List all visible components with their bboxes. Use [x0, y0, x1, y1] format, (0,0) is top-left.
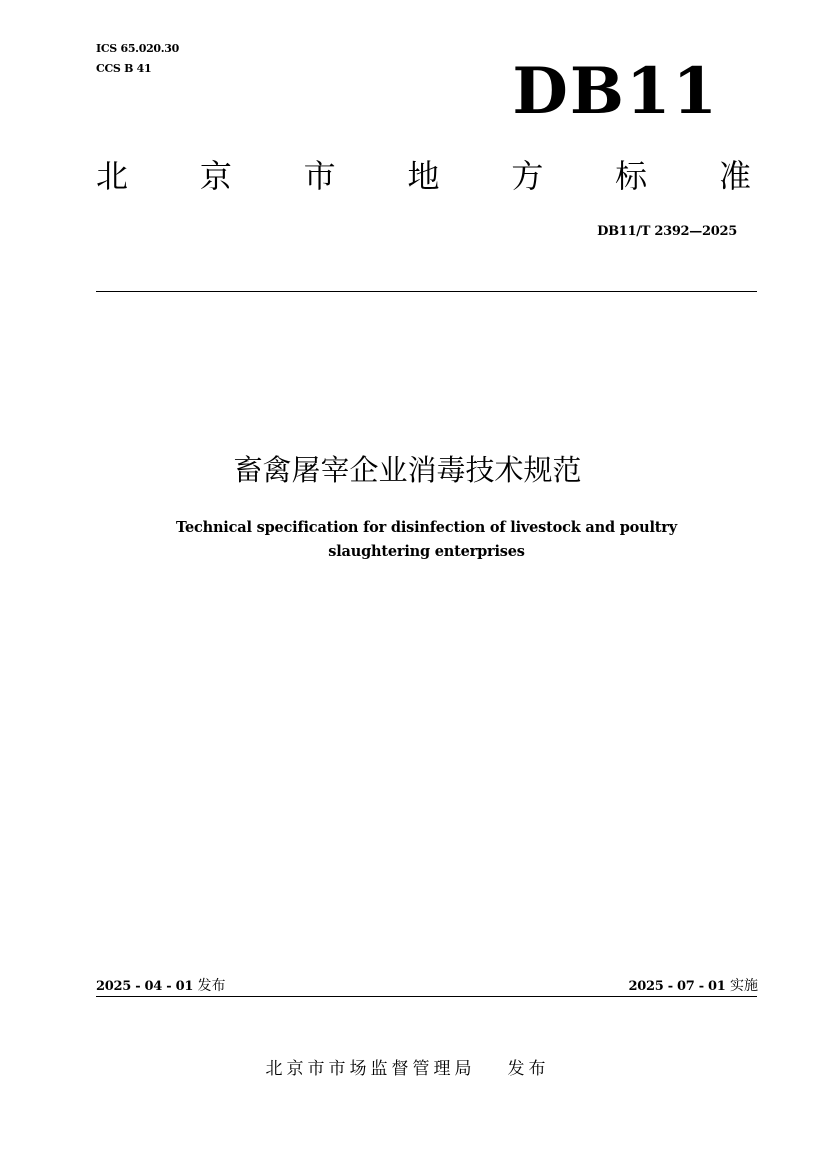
standard-type-char: 地	[407, 157, 440, 195]
standard-number: DB11/T 2392—2025	[597, 224, 737, 239]
document-title-chinese: 畜禽屠宰企业消毒技术规范	[233, 453, 582, 487]
standard-type-char: 北	[96, 157, 129, 195]
document-title-english	[96, 516, 757, 564]
english-title-line-1: Technical specification for disinfection of livestock and poultry	[176, 519, 677, 536]
standard-type-char: 标	[615, 157, 648, 195]
top-divider	[96, 291, 757, 292]
ics-code: ICS 65.020.30	[96, 42, 180, 55]
standard-type-char: 市	[303, 157, 336, 195]
db11-logo: DB11	[512, 54, 719, 129]
release-date-block	[96, 975, 226, 995]
release-date: 2025 - 04 - 01	[96, 979, 194, 994]
issuer-line	[0, 1054, 815, 1079]
standard-type-char: 京	[199, 157, 232, 195]
issuer-name: 北京市市场监督管理局	[265, 1059, 476, 1079]
implement-date-block	[628, 975, 758, 995]
issuer-action: 发布	[507, 1059, 550, 1079]
ccs-code: CCS B 41	[96, 62, 152, 75]
english-title-line-2: slaughtering enterprises	[328, 543, 525, 560]
implement-date: 2025 - 07 - 01	[628, 979, 726, 994]
standard-type-char: 方	[511, 157, 544, 195]
implement-label: 实施	[730, 978, 758, 994]
release-label: 发布	[197, 978, 226, 994]
standard-type-heading	[96, 157, 751, 195]
standard-type-char: 准	[718, 157, 751, 195]
bottom-divider	[96, 996, 757, 997]
